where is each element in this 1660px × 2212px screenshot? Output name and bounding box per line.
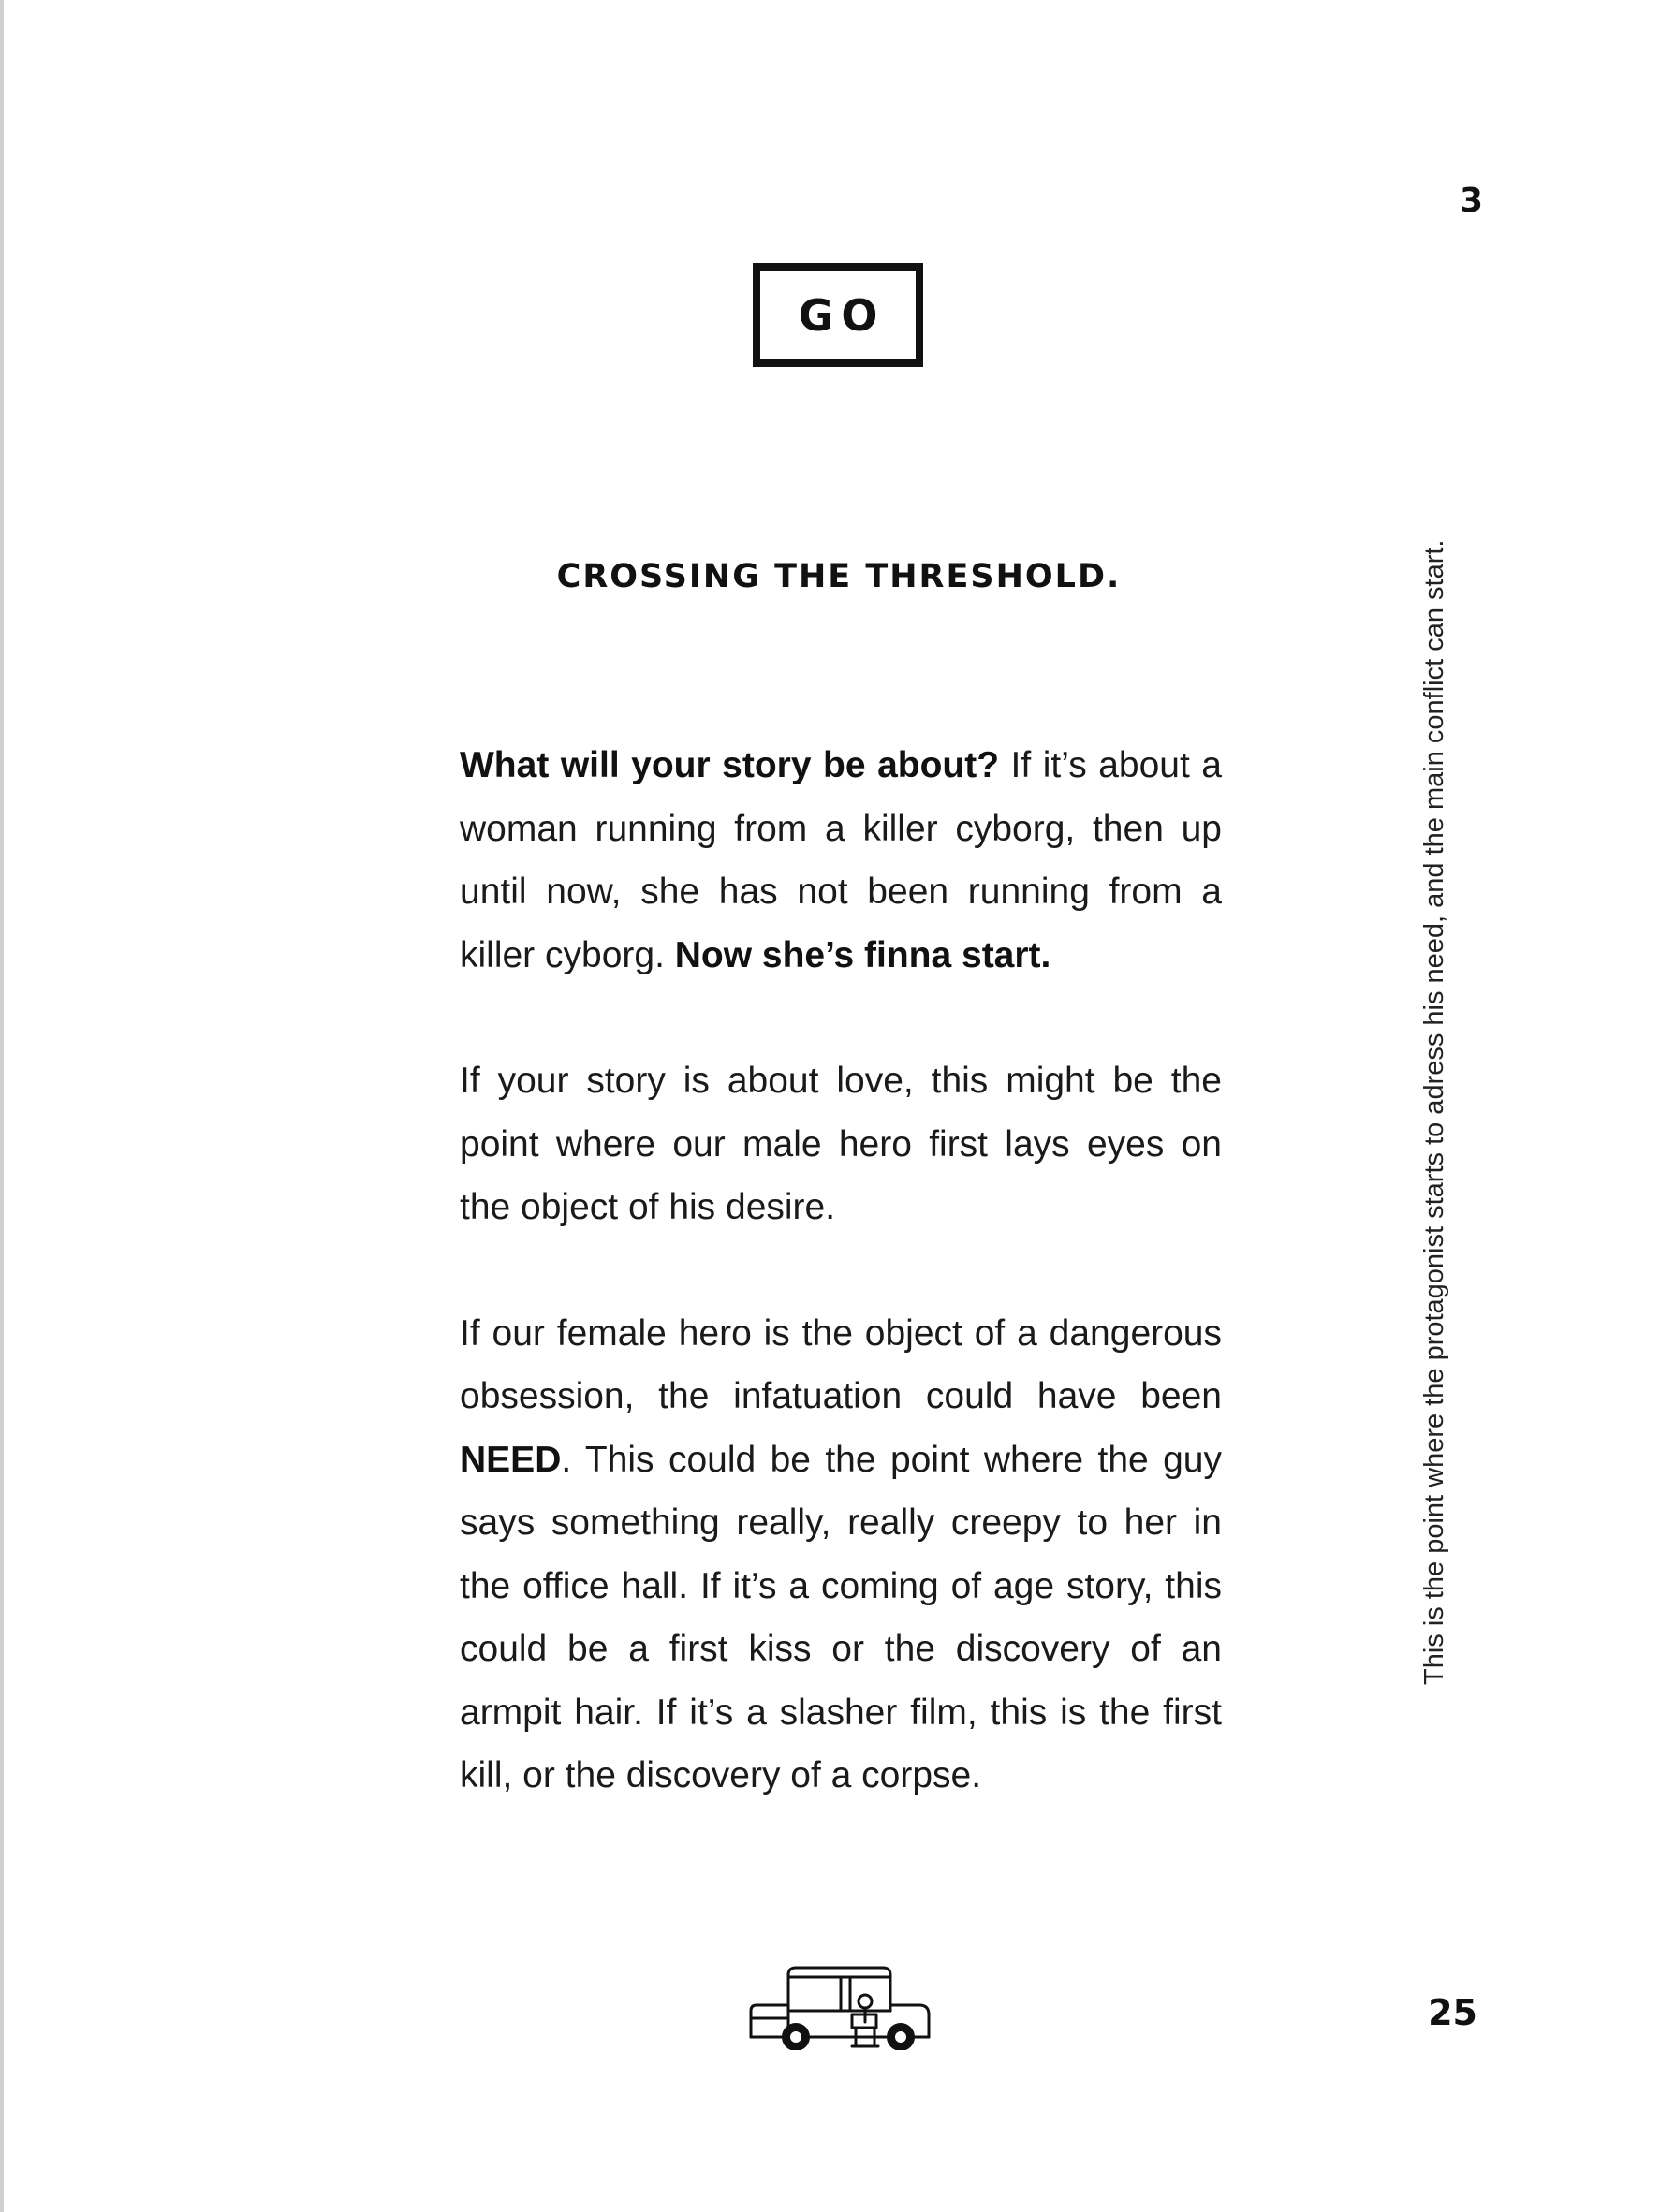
paragraph-1-text: If it’s about a woman running from a killer cyborg, then up until now, she has not been running from a killer cyborg. (460, 745, 1222, 975)
body-text (460, 734, 1222, 1870)
side-note: This is the point where the protagonist starts to adress his need, and the main conflict can start. (1419, 539, 1449, 1685)
car-icon (747, 1956, 934, 2050)
paragraph-2 (460, 1049, 1222, 1239)
paragraph-3-text-end: . This could be the point where the guy says something really, really creepy to her in the office hall. If it’s a coming of age story, this could be a first kiss or the discovery of an armpit hair. If it’s a slasher film, this is the first kill, or the discovery of a corpse. (460, 1439, 1222, 1795)
paragraph-3-text-start: If our female hero is the object of a dangerous obsession, the infatuation could have been (460, 1312, 1222, 1416)
paragraph-1-lead: What will your story be about? (460, 745, 1000, 785)
page-number: 25 (1428, 1992, 1477, 2033)
paragraph-2-text: If your story is about love, this might be the point where our male hero first lays eyes on the object of his desire. (460, 1061, 1222, 1227)
chapter-number: 3 (1459, 182, 1483, 220)
section-title: CROSSING THE THRESHOLD. (556, 558, 1122, 595)
paragraph-1 (460, 734, 1222, 987)
section-badge-label: GO (798, 289, 886, 341)
paragraph-3-need: NEED (460, 1439, 562, 1480)
section-badge (753, 263, 923, 367)
paragraph-3 (460, 1302, 1222, 1808)
page-edge (0, 0, 4, 2212)
paragraph-1-emphasis: Now she’s finna start. (674, 934, 1051, 975)
